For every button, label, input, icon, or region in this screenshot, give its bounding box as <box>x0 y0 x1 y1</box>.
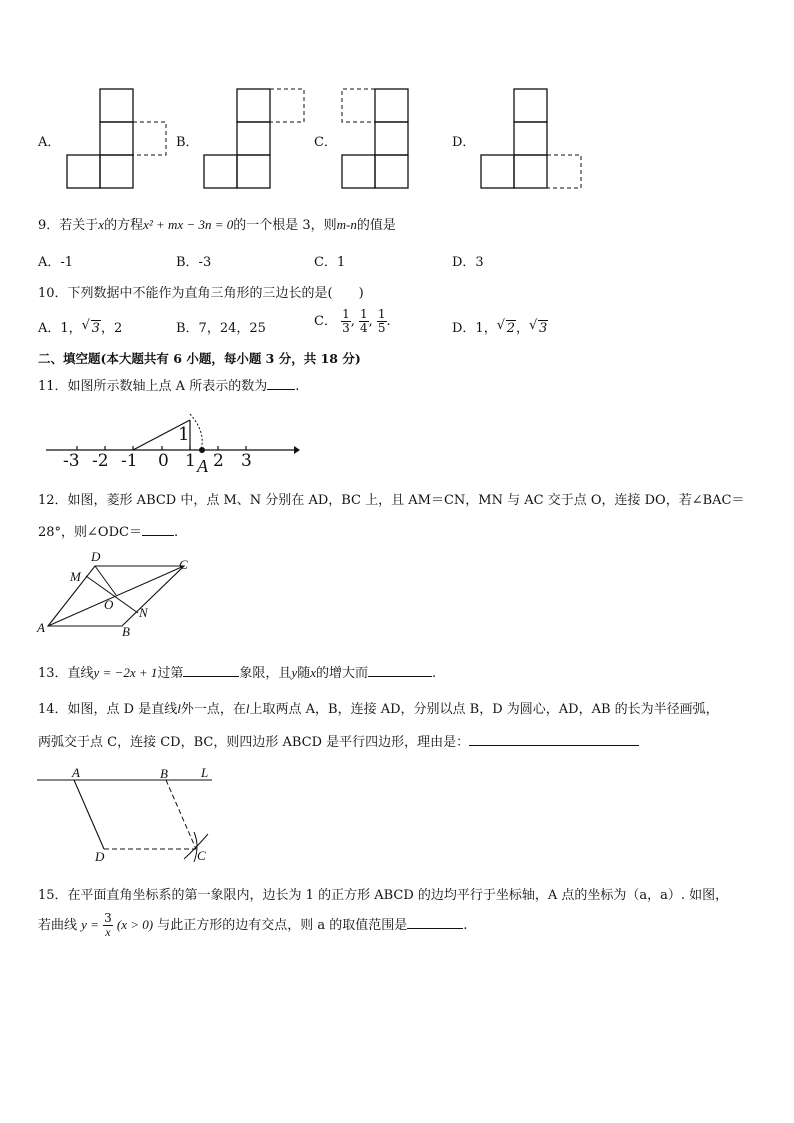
tick-label: -2 <box>92 451 109 471</box>
question-14-line1: 14．如图，点 D 是直线l外一点，在l上取两点 A，B，连接 AD，分别以点 B，D 为圆心，AD，AB 的长为半径画弧， <box>38 701 719 717</box>
tick-label: 0 <box>158 451 169 471</box>
tick-label: -3 <box>63 451 80 471</box>
vertex-a-label: A <box>37 620 45 635</box>
tick-label: -1 <box>121 451 138 471</box>
number-line-figure <box>44 406 304 476</box>
point-a-label: A <box>197 456 208 476</box>
tick-label: 1 <box>185 451 196 471</box>
question-15-line1: 15．在平面直角坐标系的第一象限内，边长为 1 的正方形 ABCD 的边均平行于坐标轴，A 点的坐标为（a，a）. 如图， <box>38 888 729 903</box>
point-o-label: O <box>104 597 114 612</box>
q9-option-c: C．1 <box>314 255 346 270</box>
question-12-line2: 28°，则∠ODC＝ . <box>38 525 179 540</box>
net-diagram-a <box>66 88 168 190</box>
question-11-stem: 11．如图所示数轴上点 A 所表示的数为 . <box>38 379 300 394</box>
option-d-label: D． <box>452 135 476 150</box>
option-c-label: C． <box>314 135 337 150</box>
vertex-c-label: C <box>197 848 206 863</box>
question-13-stem: 13．直线y = −2x + 1过第 象限，且y随x的增大而 . <box>38 665 437 681</box>
vertex-b-label: B <box>122 624 130 639</box>
line-l-label: L <box>201 765 209 780</box>
point-m-label: M <box>70 569 81 584</box>
section-2-heading: 二、填空题(本大题共有 6 小题，每小题 3 分，共 18 分) <box>38 351 361 366</box>
vertex-d-label: D <box>91 549 101 564</box>
net-diagram-c <box>341 88 411 190</box>
vertex-c-label: C <box>179 557 188 572</box>
equation-q9: x² + mx − 3n = 0 <box>143 217 234 232</box>
question-15-line2: 若曲线 y = $\frac{3}{x}$ (x > 0) 与此正方形的边有交点，则 a 的取值范围是 . <box>38 911 468 939</box>
vertex-b-label: B <box>160 766 168 781</box>
net-diagram-b <box>203 88 307 190</box>
question-10-stem: 10．下列数据中不能作为直角三角形的三边长的是( ) <box>38 286 364 301</box>
question-12-line1: 12．如图，菱形 ABCD 中，点 M、N 分别在 AD，BC 上，且 AM＝CN，MN 与 AC 交于点 O，连接 DO，若∠BAC＝ <box>38 493 745 508</box>
q9-option-b: B．-3 <box>176 255 212 270</box>
q10-option-b: B．7，24，25 <box>176 321 266 336</box>
net-diagram-d <box>480 88 584 190</box>
q10-option-d: D．1，√ 2，√ 3 <box>452 317 548 336</box>
q9-option-a: A．-1 <box>38 255 74 270</box>
q10-option-a: A．1，√ 3，2 <box>38 317 122 336</box>
option-a-label: A． <box>38 135 61 150</box>
point-n-label: N <box>139 605 148 620</box>
option-b-label: B． <box>176 135 199 150</box>
vertex-a-label: A <box>72 765 80 780</box>
compass-arc <box>190 414 202 450</box>
q10-option-c: C． $\frac{1}{3}$ , $\frac{1}{4}$ , $\frac{1}{5}$ . <box>314 307 391 335</box>
question-9-stem: 9．若关于x的方程x² + mx − 3n = 0的一个根是 3，则m-n的值是 <box>38 217 396 233</box>
question-14-line2: 两弧交于点 C，连接 CD，BC，则四边形 ABCD 是平行四边形，理由是： <box>38 731 639 750</box>
tick-label: 3 <box>241 451 252 471</box>
vertex-d-label: D <box>95 849 105 864</box>
q9-option-d: D．3 <box>452 255 484 270</box>
point-a-dot <box>199 447 205 453</box>
tick-label: 2 <box>213 451 224 471</box>
segment-length-label: 1 <box>178 424 190 445</box>
rhombus-figure <box>40 555 200 640</box>
